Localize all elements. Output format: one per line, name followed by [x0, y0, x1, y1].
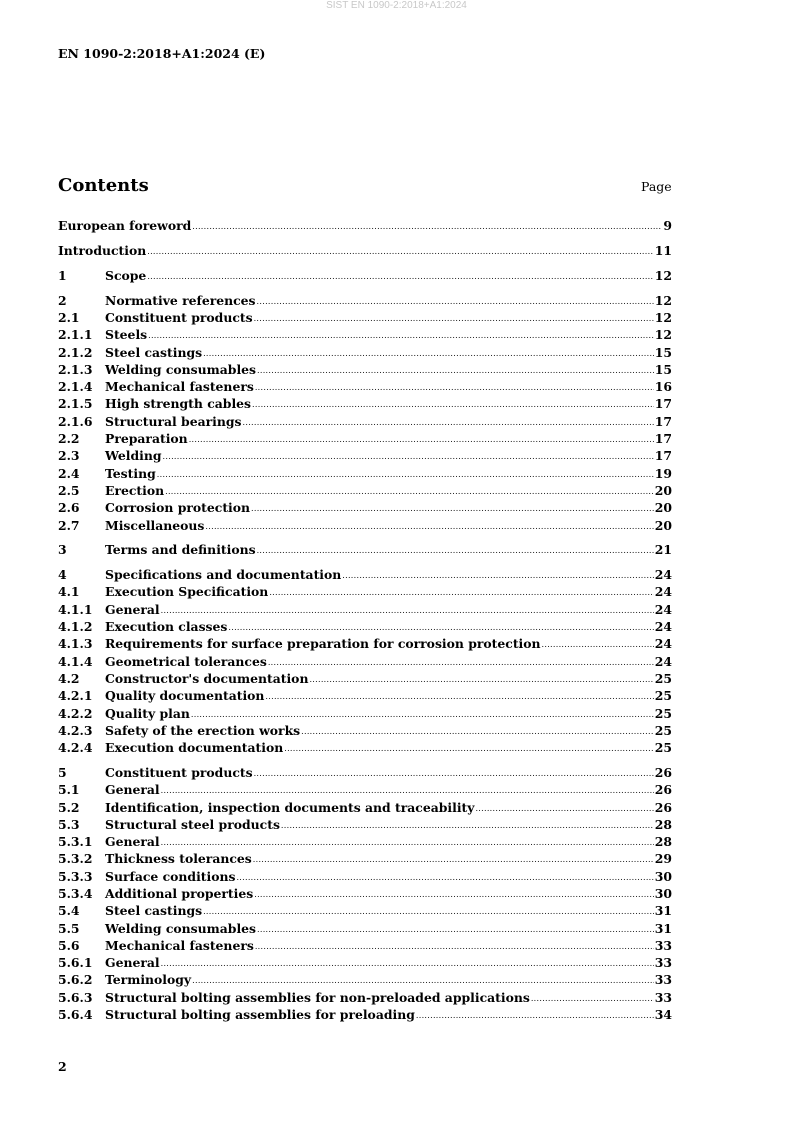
toc-dot-leader	[165, 486, 654, 498]
toc-entry-page: 30	[654, 885, 672, 901]
toc-entry-page: 24	[654, 653, 672, 669]
toc-entry[interactable]	[58, 901, 672, 918]
toc-entry-title: Structural bolting assemblies for preloading	[105, 1007, 415, 1023]
toc-entry-number: 5	[58, 764, 67, 780]
toc-entry[interactable]	[58, 738, 672, 755]
toc-entry-title: Scope	[105, 267, 147, 283]
toc-entry-page: 12	[654, 327, 672, 343]
toc-entry-number: 2.1.5	[58, 396, 93, 412]
toc-entry-page: 11	[654, 243, 672, 259]
toc-entry-page: 24	[654, 601, 672, 617]
toc-dot-leader	[255, 382, 654, 394]
toc-entry[interactable]	[58, 669, 672, 686]
toc-dot-leader	[268, 657, 654, 669]
toc-entry-title: Safety of the erection works	[105, 722, 301, 738]
toc-entry-page: 24	[654, 619, 672, 635]
toc-entry-page: 17	[654, 396, 672, 412]
toc-dot-leader	[342, 570, 653, 582]
toc-entry-title: Mechanical fasteners	[105, 937, 254, 953]
toc-entry-number: 5.6.1	[58, 955, 93, 971]
toc-entry-page: 17	[654, 448, 672, 464]
toc-entry[interactable]	[58, 599, 672, 616]
toc-dot-leader	[191, 709, 654, 721]
toc-entry-page: 31	[654, 920, 672, 936]
toc-entry-title: Constructor's documentation	[105, 670, 309, 686]
toc-dot-leader	[254, 889, 654, 901]
toc-dot-leader	[192, 975, 654, 987]
toc-entry-page: 28	[654, 834, 672, 850]
toc-entry[interactable]	[58, 429, 672, 446]
toc-dot-leader	[265, 691, 653, 703]
toc-entry-title: Normative references	[105, 292, 256, 308]
toc-dot-leader	[254, 313, 654, 325]
toc-dot-leader	[189, 434, 654, 446]
toc-entry[interactable]	[58, 498, 672, 515]
toc-entry-title: Identification, inspection documents and traceability	[105, 799, 475, 815]
toc-entry-page: 16	[654, 379, 672, 395]
toc-dot-leader	[284, 743, 654, 755]
toc-entry[interactable]	[58, 634, 672, 651]
toc-entry-number: 5.1	[58, 782, 80, 798]
toc-entry[interactable]	[58, 815, 672, 832]
toc-entry-number: 4.1.2	[58, 619, 93, 635]
toc-entry-page: 15	[654, 361, 672, 377]
toc-entry-page: 25	[654, 670, 672, 686]
toc-entry[interactable]	[58, 832, 672, 849]
toc-entry-title: Geometrical tolerances	[105, 653, 267, 669]
toc-dot-leader	[257, 365, 654, 377]
toc-entry[interactable]	[58, 216, 672, 233]
toc-dot-leader	[257, 296, 654, 308]
toc-entry-page: 25	[654, 722, 672, 738]
toc-entry[interactable]	[58, 540, 672, 557]
toc-entry-title: Terms and definitions	[105, 542, 256, 558]
toc-dot-leader	[161, 605, 654, 617]
toc-entry-number: 5.3	[58, 816, 80, 832]
toc-entry-title: Corrosion protection	[105, 500, 251, 516]
toc-entry-title: Welding consumables	[105, 361, 257, 377]
toc-entry-number: 5.6.3	[58, 989, 93, 1005]
toc-entry-title: General	[105, 955, 160, 971]
toc-dot-leader	[475, 803, 653, 815]
toc-entry-title: Erection	[105, 482, 165, 498]
toc-entry-page: 31	[654, 903, 672, 919]
toc-entry-title: Steel castings	[105, 344, 203, 360]
toc-entry-number: 4	[58, 567, 67, 583]
toc-entry-number: 4.2.1	[58, 688, 93, 704]
toc-entry-number: 5.6.4	[58, 1007, 93, 1023]
toc-dot-leader	[147, 246, 654, 258]
page-number: 2	[58, 1059, 67, 1074]
toc-entry-title: Mechanical fasteners	[105, 379, 254, 395]
toc-entry[interactable]	[58, 582, 672, 599]
toc-entry[interactable]	[58, 411, 672, 428]
toc-entry[interactable]	[58, 936, 672, 953]
toc-entry-page: 25	[654, 705, 672, 721]
toc-dot-leader	[148, 330, 654, 342]
toc-entry-page: 33	[654, 937, 672, 953]
toc-entry-number: 4.2.2	[58, 705, 93, 721]
toc-entry-page: 25	[654, 688, 672, 704]
toc-entry-number: 5.4	[58, 903, 80, 919]
toc-entry-title: Steels	[105, 327, 148, 343]
toc-entry-number: 4.2	[58, 670, 80, 686]
toc-entry[interactable]	[58, 360, 672, 377]
toc-entry[interactable]	[58, 617, 672, 634]
toc-dot-leader	[243, 417, 654, 429]
toc-entry[interactable]	[58, 394, 672, 411]
toc-entry-title: Requirements for surface preparation for corrosion protection	[105, 636, 541, 652]
toc-entry-title: Steel castings	[105, 903, 203, 919]
toc-entry-page: 20	[654, 500, 672, 516]
toc-entry-title: Specifications and documentation	[105, 567, 342, 583]
toc-entry-number: 4.2.4	[58, 740, 93, 756]
toc-entry[interactable]	[58, 565, 672, 582]
toc-entry-number: 5.6	[58, 937, 80, 953]
toc-entry-title: Introduction	[58, 243, 147, 259]
toc-dot-leader	[251, 503, 654, 515]
toc-entry-page: 30	[654, 868, 672, 884]
watermark: SIST EN 1090-2:2018+A1:2024	[326, 0, 467, 11]
toc-dot-leader	[228, 622, 653, 634]
toc-entry-number: 2.2	[58, 431, 80, 447]
toc-entry-number: 2.5	[58, 482, 80, 498]
toc-entry-number: 4.1.4	[58, 653, 93, 669]
toc-entry-page: 33	[654, 955, 672, 971]
toc-entry[interactable]	[58, 797, 672, 814]
toc-entry-title: Miscellaneous	[105, 517, 205, 533]
toc-entry[interactable]	[58, 515, 672, 532]
toc-entry-number: 5.3.4	[58, 885, 93, 901]
toc-entry-title: Quality plan	[105, 705, 190, 721]
toc-entry-title: Additional properties	[105, 885, 254, 901]
toc-entry[interactable]	[58, 703, 672, 720]
toc-entry-number: 2.1.3	[58, 361, 93, 377]
toc-dot-leader	[161, 837, 654, 849]
toc-entry-page: 28	[654, 816, 672, 832]
toc-entry[interactable]	[58, 849, 672, 866]
toc-entry-page: 12	[654, 267, 672, 283]
toc-entry-title: General	[105, 601, 160, 617]
toc-dot-leader	[542, 639, 654, 651]
toc-entry-title: General	[105, 834, 160, 850]
toc-entry-title: Execution classes	[105, 619, 228, 635]
toc-entry-page: 21	[654, 542, 672, 558]
toc-entry[interactable]	[58, 721, 672, 738]
page-column-label: Page	[641, 179, 672, 194]
toc-entry-title: High strength cables	[105, 396, 252, 412]
toc-entry-number: 2.7	[58, 517, 80, 533]
toc-entry-title: Quality documentation	[105, 688, 265, 704]
toc-entry[interactable]	[58, 953, 672, 970]
toc-entry[interactable]	[58, 763, 672, 780]
toc-entry-page: 33	[654, 972, 672, 988]
toc-entry-title: European foreword	[58, 218, 192, 234]
toc-dot-leader	[309, 674, 653, 686]
toc-dot-leader	[257, 924, 654, 936]
toc-dot-leader	[531, 993, 654, 1005]
toc-entry-title: Execution documentation	[105, 740, 284, 756]
toc-dot-leader	[157, 469, 654, 481]
toc-entry-number: 2.1.2	[58, 344, 93, 360]
toc-dot-leader	[255, 941, 654, 953]
toc-entry-title: Structural bolting assemblies for non-preloaded applications	[105, 989, 530, 1005]
toc-entry[interactable]	[58, 463, 672, 480]
table-of-contents	[58, 216, 672, 1022]
toc-entry[interactable]	[58, 651, 672, 668]
toc-entry[interactable]	[58, 266, 672, 283]
toc-entry-number: 2.6	[58, 500, 80, 516]
toc-dot-leader	[281, 820, 654, 832]
document-header: EN 1090-2:2018+A1:2024 (E)	[58, 46, 266, 61]
toc-entry-number: 2.1.6	[58, 413, 93, 429]
contents-title: Contents	[58, 175, 149, 196]
toc-entry-page: 34	[654, 1007, 672, 1023]
toc-entry[interactable]	[58, 1005, 672, 1022]
toc-entry-number: 5.6.2	[58, 972, 93, 988]
toc-entry-number: 4.1	[58, 584, 80, 600]
toc-entry-page: 26	[654, 782, 672, 798]
toc-entry[interactable]	[58, 884, 672, 901]
toc-entry[interactable]	[58, 377, 672, 394]
toc-entry[interactable]	[58, 987, 672, 1004]
toc-dot-leader	[163, 451, 654, 463]
toc-entry-title: Execution Specification	[105, 584, 269, 600]
toc-entry-title: Thickness tolerances	[105, 851, 252, 867]
toc-entry-page: 24	[654, 636, 672, 652]
toc-dot-leader	[203, 906, 654, 918]
toc-entry-page: 20	[654, 482, 672, 498]
toc-dot-leader	[161, 785, 654, 797]
toc-dot-leader	[203, 348, 654, 360]
toc-dot-leader	[269, 587, 653, 599]
toc-entry[interactable]	[58, 866, 672, 883]
toc-entry-title: Structural bearings	[105, 413, 242, 429]
toc-dot-leader	[254, 768, 654, 780]
toc-entry[interactable]	[58, 686, 672, 703]
toc-entry-page: 12	[654, 292, 672, 308]
toc-entry-number: 5.2	[58, 799, 80, 815]
toc-entry-title: Structural steel products	[105, 816, 280, 832]
toc-entry-number: 4.1.1	[58, 601, 93, 617]
toc-dot-leader	[192, 221, 662, 233]
toc-entry-page: 24	[654, 567, 672, 583]
toc-entry-number: 5.3.1	[58, 834, 93, 850]
toc-entry[interactable]	[58, 970, 672, 987]
toc-entry-number: 2.4	[58, 465, 80, 481]
toc-entry-title: Welding consumables	[105, 920, 257, 936]
toc-entry[interactable]	[58, 780, 672, 797]
toc-entry-page: 15	[654, 344, 672, 360]
toc-entry[interactable]	[58, 290, 672, 307]
toc-entry-page: 29	[654, 851, 672, 867]
toc-entry-number: 2.1	[58, 309, 80, 325]
toc-entry-number: 4.2.3	[58, 722, 93, 738]
toc-entry[interactable]	[58, 241, 672, 258]
toc-entry-number: 5.5	[58, 920, 80, 936]
toc-entry-page: 19	[654, 465, 672, 481]
toc-entry[interactable]	[58, 446, 672, 463]
toc-entry-page: 9	[663, 218, 672, 234]
toc-entry[interactable]	[58, 481, 672, 498]
toc-entry-number: 2.3	[58, 448, 80, 464]
toc-dot-leader	[301, 726, 654, 738]
toc-entry-number: 1	[58, 267, 67, 283]
toc-entry[interactable]	[58, 308, 672, 325]
toc-dot-leader	[252, 399, 654, 411]
toc-entry-title: Terminology	[105, 972, 192, 988]
toc-entry-title: Surface conditions	[105, 868, 236, 884]
toc-entry-page: 26	[654, 764, 672, 780]
toc-entry-number: 3	[58, 542, 67, 558]
toc-entry-number: 2.1.1	[58, 327, 93, 343]
toc-entry-number: 4.1.3	[58, 636, 93, 652]
toc-entry[interactable]	[58, 325, 672, 342]
toc-entry-page: 24	[654, 584, 672, 600]
toc-entry-title: Constituent products	[105, 764, 253, 780]
toc-entry-number: 5.3.2	[58, 851, 93, 867]
toc-entry-page: 26	[654, 799, 672, 815]
toc-dot-leader	[257, 545, 654, 557]
toc-entry-title: Testing	[105, 465, 156, 481]
toc-entry[interactable]	[58, 342, 672, 359]
toc-entry-page: 17	[654, 431, 672, 447]
toc-dot-leader	[205, 521, 653, 533]
toc-entry[interactable]	[58, 918, 672, 935]
toc-entry-title: Preparation	[105, 431, 188, 447]
toc-dot-leader	[147, 271, 653, 283]
toc-entry-number: 2.1.4	[58, 379, 93, 395]
toc-dot-leader	[253, 854, 654, 866]
toc-entry-title: Welding	[105, 448, 162, 464]
toc-entry-page: 17	[654, 413, 672, 429]
toc-entry-number: 5.3.3	[58, 868, 93, 884]
toc-entry-title: Constituent products	[105, 309, 253, 325]
toc-entry-number: 2	[58, 292, 67, 308]
toc-dot-leader	[416, 1010, 654, 1022]
toc-entry-page: 12	[654, 309, 672, 325]
toc-entry-page: 20	[654, 517, 672, 533]
toc-entry-page: 25	[654, 740, 672, 756]
toc-entry-page: 33	[654, 989, 672, 1005]
toc-entry-title: General	[105, 782, 160, 798]
toc-dot-leader	[161, 958, 654, 970]
toc-dot-leader	[236, 872, 653, 884]
